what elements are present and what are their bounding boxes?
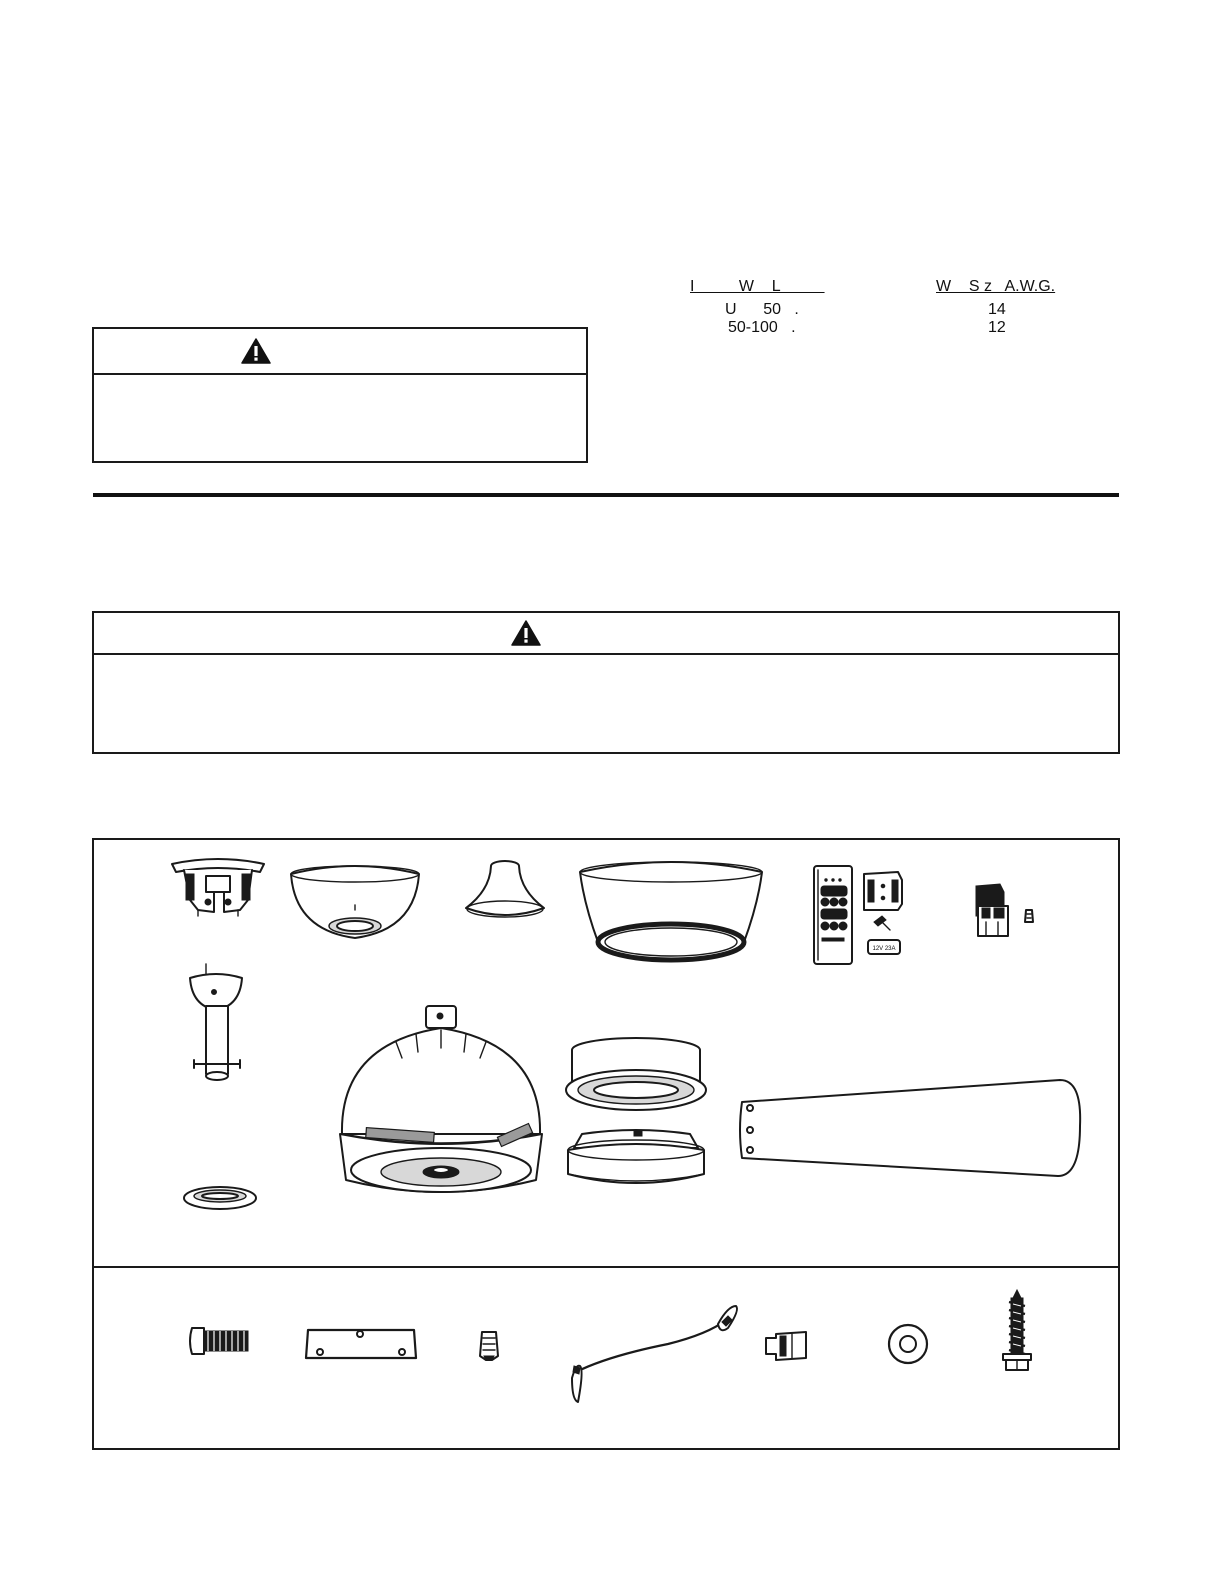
battery-label: 12V 23A: [872, 946, 896, 952]
coupling-cover-illustration: [462, 860, 548, 918]
balancing-clip-illustration: [304, 1324, 418, 1364]
receiver-illustration: [972, 882, 1042, 946]
remote-control-illustration: [812, 864, 914, 966]
light-kit-top-illustration: [564, 1036, 708, 1114]
mounting-bracket-illustration: [168, 852, 268, 914]
wire-gauge-row-2: 12: [988, 319, 1006, 336]
blade-screw-illustration: [190, 1324, 250, 1358]
washer-illustration: [886, 1324, 930, 1364]
canopy-illustration: [289, 860, 421, 940]
wire-size-header: W S z A.W.G.: [936, 278, 1056, 295]
wire-length-row-2: 50-100 .: [728, 319, 796, 336]
warning-box-2-header: [94, 613, 1118, 655]
downrod-illustration: [186, 962, 246, 1084]
wire-nut-illustration: [478, 1330, 500, 1362]
warning-triangle-icon: [511, 620, 541, 646]
motor-housing-illustration: [330, 1004, 552, 1204]
warning-box-1-header: [94, 329, 586, 375]
fan-blade-illustration: [734, 1076, 1082, 1180]
wire-length-header: I W L: [690, 278, 825, 295]
safety-cable-illustration: [568, 1304, 744, 1404]
wire-length-row-1: U 50 .: [725, 301, 799, 318]
warning-box-1: [92, 327, 588, 463]
section-divider: [93, 493, 1119, 497]
warning-box-2: [92, 611, 1120, 754]
light-kit-base-illustration: [564, 1126, 708, 1198]
wire-gauge-table: [690, 278, 1080, 338]
warning-triangle-icon: [241, 338, 271, 364]
parts-hardware-divider: [94, 1266, 1118, 1268]
wire-gauge-row-1: 14: [988, 301, 1006, 318]
parts-diagram: [92, 838, 1120, 1450]
mounting-screw-illustration: [1000, 1288, 1034, 1372]
trim-ring-illustration: [182, 1184, 258, 1210]
light-shade-illustration: [578, 858, 764, 964]
receiver-bracket-illustration: [762, 1328, 810, 1364]
